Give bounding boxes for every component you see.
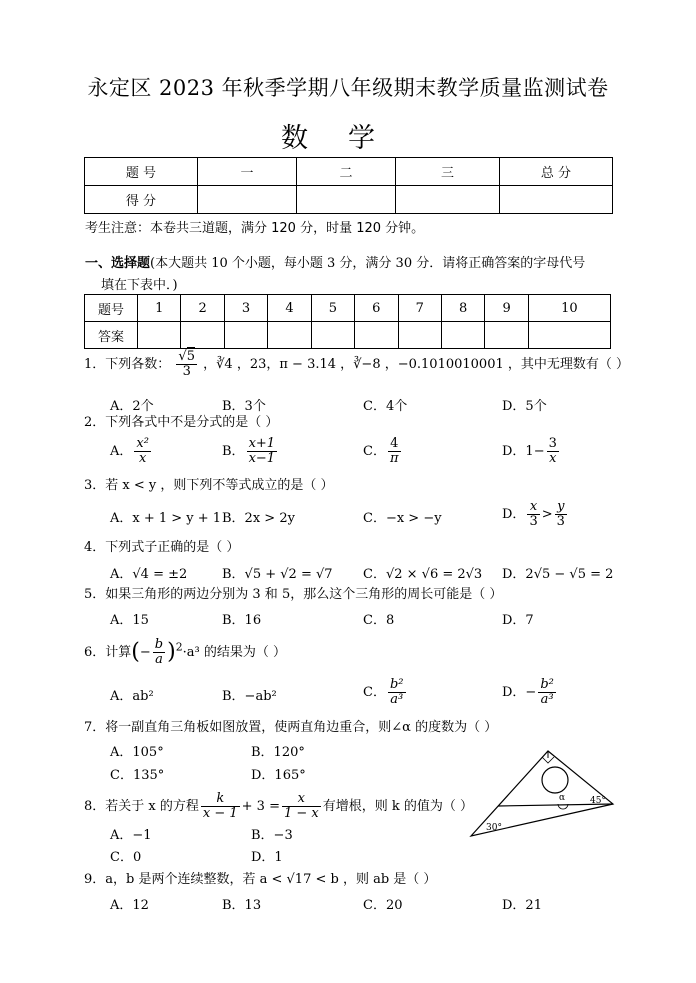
option-label: B．: [222, 444, 245, 459]
score-input-cell[interactable]: [198, 186, 297, 214]
exam-title: 永定区 2023 年秋季学期八年级期末教学质量监测试卷: [87, 76, 609, 100]
question-1-prefix: 1．下列各数：: [84, 357, 171, 372]
score-header-cell: 总 分: [500, 158, 613, 186]
table-row: [85, 186, 613, 214]
triangle-figure: [468, 748, 616, 840]
answer-input-cell[interactable]: [398, 322, 441, 349]
answer-label-cell: 题号: [85, 295, 138, 322]
option-d[interactable]: D．5个: [502, 399, 547, 414]
option-c[interactable]: C．0: [110, 850, 142, 865]
answer-number-cell: 3: [224, 295, 267, 322]
question-8: 8．若关于 x 的方程 $\frac{k}{x - 1}$ + 3 = $\frac{x}{1 - x}$ 有增根，则 k 的值为（ ）: [84, 791, 474, 821]
fraction: $\frac{x+1}{x-1}$: [248, 436, 276, 466]
option-d[interactable]: D． $\frac{x}{3}$ > $\frac{y}{3}$: [502, 499, 565, 529]
fraction: $\frac{b}{a}$: [154, 637, 164, 667]
question-6-prefix: 6．计算: [84, 645, 132, 660]
answer-number-cell: 5: [311, 295, 354, 322]
option-d[interactable]: [502, 678, 558, 707]
section-desc: (本大题共 10 个小题，每小题 3 分，满分 30 分．请将正确答案的字母代号: [150, 256, 586, 271]
option-d[interactable]: D．2√5 − √5 = 2: [502, 567, 614, 582]
question-6: 6．计算(− $\frac{b}{a}$ )$^2$·a³ 的结果为（ ）: [84, 637, 286, 667]
alpha-label: α: [559, 793, 566, 803]
score-header-cell: 三: [396, 158, 500, 186]
fraction: $\frac{\text{x²}}{x}$: [136, 436, 149, 466]
question-4: 4．下列式子正确的是（ ）: [84, 540, 240, 555]
question-3: 3．若 x < y ，则下列不等式成立的是（ ）: [84, 478, 334, 493]
exam-notice: 考生注意：本卷共三道题，满分 120 分，时量 120 分钟。: [85, 221, 425, 236]
score-header-cell: 二: [297, 158, 396, 186]
option-c[interactable]: C．8: [363, 613, 395, 628]
angle-30-label: 30°: [486, 823, 502, 833]
answer-input-cell[interactable]: [485, 322, 528, 349]
answer-number-cell: 7: [398, 295, 441, 322]
fraction: $\frac{3}{x}$: [548, 436, 557, 466]
option-label: C．: [363, 444, 386, 459]
fraction: $\frac{\text{b²}}{\text{a³}}$: [540, 677, 554, 707]
answer-input-cell[interactable]: [181, 322, 224, 349]
table-row: [85, 158, 613, 186]
fraction: $\frac{x}{1 - x}$: [283, 791, 319, 821]
answer-number-cell: 10: [528, 295, 610, 322]
answer-input-cell[interactable]: [355, 322, 398, 349]
question-8-prefix: 8．若关于 x 的方程: [84, 799, 199, 814]
score-input-cell[interactable]: [500, 186, 613, 214]
answer-number-cell: 6: [355, 295, 398, 322]
answer-label-cell: 答案: [85, 322, 138, 349]
section-heading: [85, 253, 625, 297]
question-1: [84, 350, 629, 379]
answer-number-cell: 2: [181, 295, 224, 322]
option-b[interactable]: B．16: [222, 613, 262, 628]
option-label: D．−: [502, 685, 537, 700]
answer-number-cell: 1: [138, 295, 181, 322]
option-b[interactable]: B．3个: [222, 399, 266, 414]
question-8-suffix: 有增根，则 k 的值为（ ）: [322, 799, 474, 814]
fraction: $\frac{4}{\pi}$: [389, 436, 399, 466]
option-b[interactable]: B．−ab²: [222, 689, 277, 704]
question-2: 2．下列各式中不是分式的是（ ）: [84, 415, 279, 430]
option-c[interactable]: C．4个: [363, 399, 408, 414]
question-7: 7．将一副直角三角板如图放置，使两直角边重合，则∠α 的度数为（ ）: [84, 720, 498, 735]
option-c[interactable]: [363, 678, 408, 707]
score-input-cell[interactable]: [297, 186, 396, 214]
fraction: $\frac{\text{b²}}{\text{a³}}$: [389, 677, 404, 707]
option-d[interactable]: [502, 437, 561, 466]
option-a[interactable]: A．x + 1 > y + 1: [110, 511, 222, 526]
score-table: [84, 157, 613, 214]
option-a[interactable]: A．12: [110, 898, 149, 913]
option-c[interactable]: [363, 437, 403, 466]
score-header-cell: 题 号: [85, 158, 198, 186]
option-c[interactable]: C．20: [363, 898, 403, 913]
option-b[interactable]: B．120°: [251, 745, 305, 760]
option-d[interactable]: D．165°: [251, 768, 306, 783]
option-label: A．: [110, 444, 133, 459]
answer-number-cell: 8: [441, 295, 484, 322]
answer-input-cell[interactable]: [224, 322, 267, 349]
option-a[interactable]: A．2个: [110, 399, 154, 414]
question-9: 9．a，b 是两个连续整数，若 a < √17 < b ，则 ab 是（ ）: [84, 872, 437, 887]
answer-input-cell[interactable]: [138, 322, 181, 349]
option-b[interactable]: B．13: [222, 898, 262, 913]
section-title: 一、选择题: [85, 256, 151, 271]
option-label: D．1−: [502, 444, 545, 459]
fraction: $\frac{k}{x - 1}$: [202, 791, 238, 821]
option-c[interactable]: C．−x > −y: [363, 511, 442, 526]
option-a[interactable]: A．105°: [110, 745, 164, 760]
table-row: [85, 322, 611, 349]
answer-input-cell[interactable]: [311, 322, 354, 349]
section-desc-2: 填在下表中．): [101, 278, 178, 293]
option-b[interactable]: B．−3: [251, 828, 293, 843]
option-a[interactable]: A．15: [110, 613, 149, 628]
fraction: $\frac{x}{3}$: [529, 499, 538, 529]
answer-input-cell[interactable]: [441, 322, 484, 349]
question-5: 5．如果三角形的两边分别为 3 和 5，那么这个三角形的周长可能是（ ）: [84, 587, 503, 602]
sqrt5-over-3: $\frac{√5}{3}$: [178, 349, 195, 379]
answer-table: [84, 294, 611, 349]
question-1-items: ，∛4 ，23，π − 3.14 ，∛−8 ，−0.1010010001 ，其中无理数有（ ）: [203, 357, 629, 372]
question-6-suffix: ·a³ 的结果为（ ）: [182, 645, 286, 660]
fraction: $\frac{y}{3}$: [556, 499, 565, 529]
answer-input-cell[interactable]: [268, 322, 311, 349]
option-b[interactable]: B．2x > 2y: [222, 511, 295, 526]
option-label: C．: [363, 685, 386, 700]
answer-number-cell: 4: [268, 295, 311, 322]
option-a[interactable]: A．ab²: [110, 689, 154, 704]
option-d[interactable]: D．7: [502, 613, 534, 628]
option-d[interactable]: D．21: [502, 898, 542, 913]
option-c[interactable]: C．135°: [110, 768, 165, 783]
subject-title: 数学: [281, 123, 415, 154]
option-b[interactable]: B．√5 + √2 = √7: [222, 567, 333, 582]
option-d[interactable]: D．1: [251, 850, 283, 865]
option-c[interactable]: C．√2 × √6 = 2√3: [363, 567, 483, 582]
answer-number-cell: 9: [485, 295, 528, 322]
angle-45-label: 45°: [590, 796, 606, 806]
score-input-cell[interactable]: [396, 186, 500, 214]
score-header-cell: 一: [198, 158, 297, 186]
option-a[interactable]: [110, 437, 153, 466]
table-row: [85, 295, 611, 322]
answer-input-cell[interactable]: [528, 322, 610, 349]
option-label: D．: [502, 507, 526, 522]
option-a[interactable]: A．−1: [110, 828, 152, 843]
option-a[interactable]: A．√4 = ±2: [110, 567, 188, 582]
option-b[interactable]: [222, 437, 279, 466]
score-label-cell: 得 分: [85, 186, 198, 214]
